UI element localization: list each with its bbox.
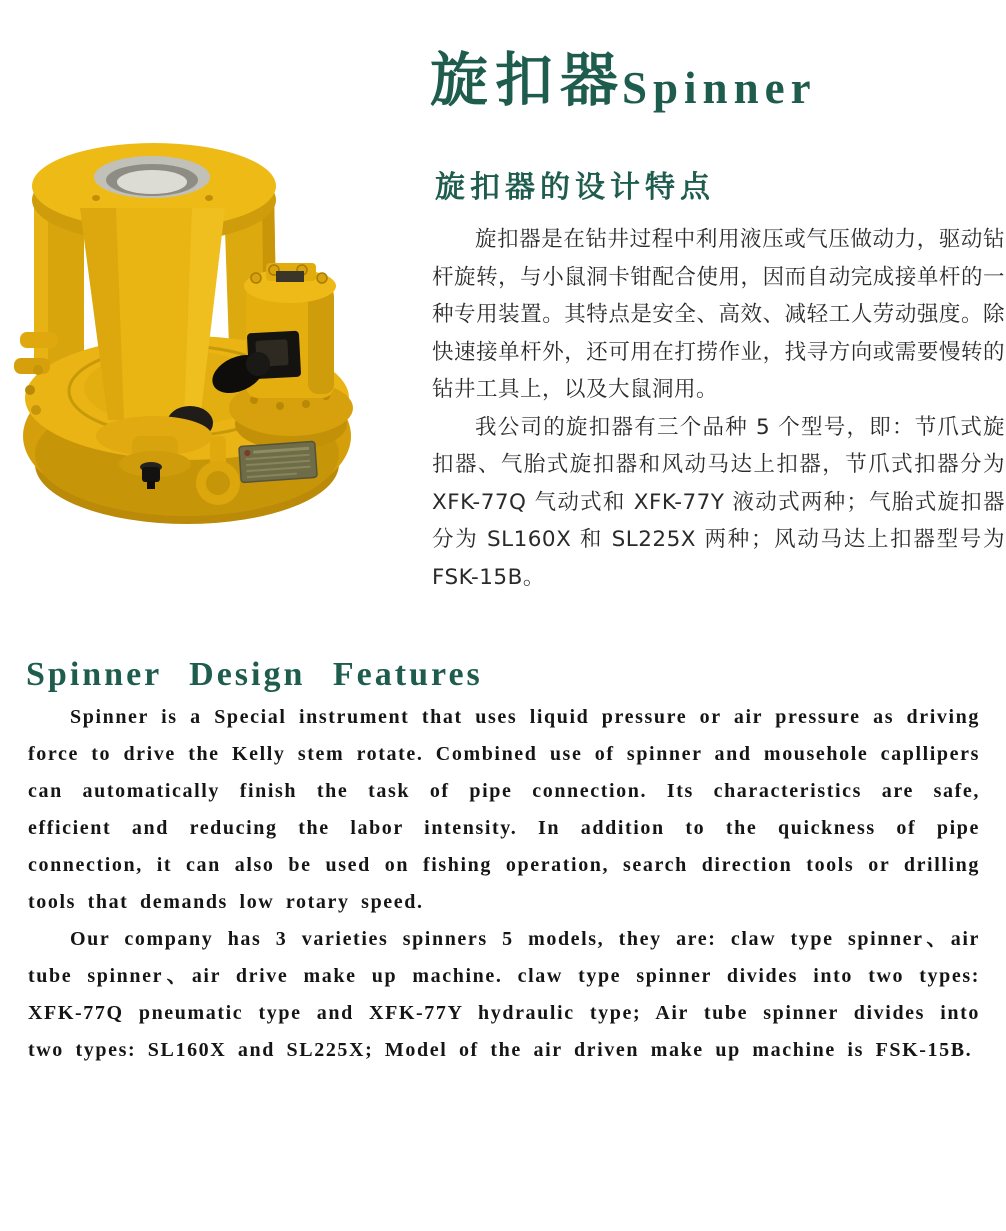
chinese-section-heading: 旋扣器的设计特点 [435,170,715,205]
chinese-section-body [432,221,1005,596]
page-title-chinese: 旋扣器 [430,46,626,114]
chinese-paragraph-1: 旋扣器是在钻井过程中利用液压或气压做动力，驱动钻杆旋转，与小鼠洞卡钳配合使用，因而自动完成接单杆的一种专用装置。其特点是安全、高效、减轻工人劳动强度。除快速接单杆外，还可用在打捞作业，找寻方向或需要慢转的钻井工具上，以及大鼠洞用。 [432,227,1005,402]
chinese-paragraph-2: 我公司的旋扣器有三个品种 5 个型号，即：节爪式旋扣器、气胎式旋扣器和风动马达上扣器，节爪式扣器分为 XFK-77Q 气动式和 XFK-77Y 液动式两种；气胎式旋扣器分为 SL160X 和 SL225X 两种；风动马达上扣器型号为 FSK-15B。 [432,414,1005,590]
english-section-heading: Spinner Design Features [26,656,483,693]
page-title-english: Spinner [622,63,817,113]
english-paragraph-1: Spinner is a Special instrument that uses liquid pressure or air pressure as driving force to drive the Kelly stem rotate. Combined use of spinner and mousehole capllipers can automatically finish the task of pipe connection. Its characteristics are safe, efficient and reducing the labor intensity. In addition to the quickness of pipe connection, it can also be used on fishing operation, search direction tools or drilling tools that demands low rotary speed. [28,706,980,913]
english-section-body [28,699,980,1069]
spinner-machine-illustration [4,136,424,554]
english-paragraph-2: Our company has 3 varieties spinners 5 models, they are: claw type spinner、air tube spinner、air drive make up machine. claw type spinner divides into two types: XFK-77Q pneumatic type and XFK-77Y hydraulic type; Air tube spinner divides into two types: SL160X and SL225X; Model of the air driven make up machine is FSK-15B. [28,928,980,1061]
spinner-machine-photo [4,136,424,554]
